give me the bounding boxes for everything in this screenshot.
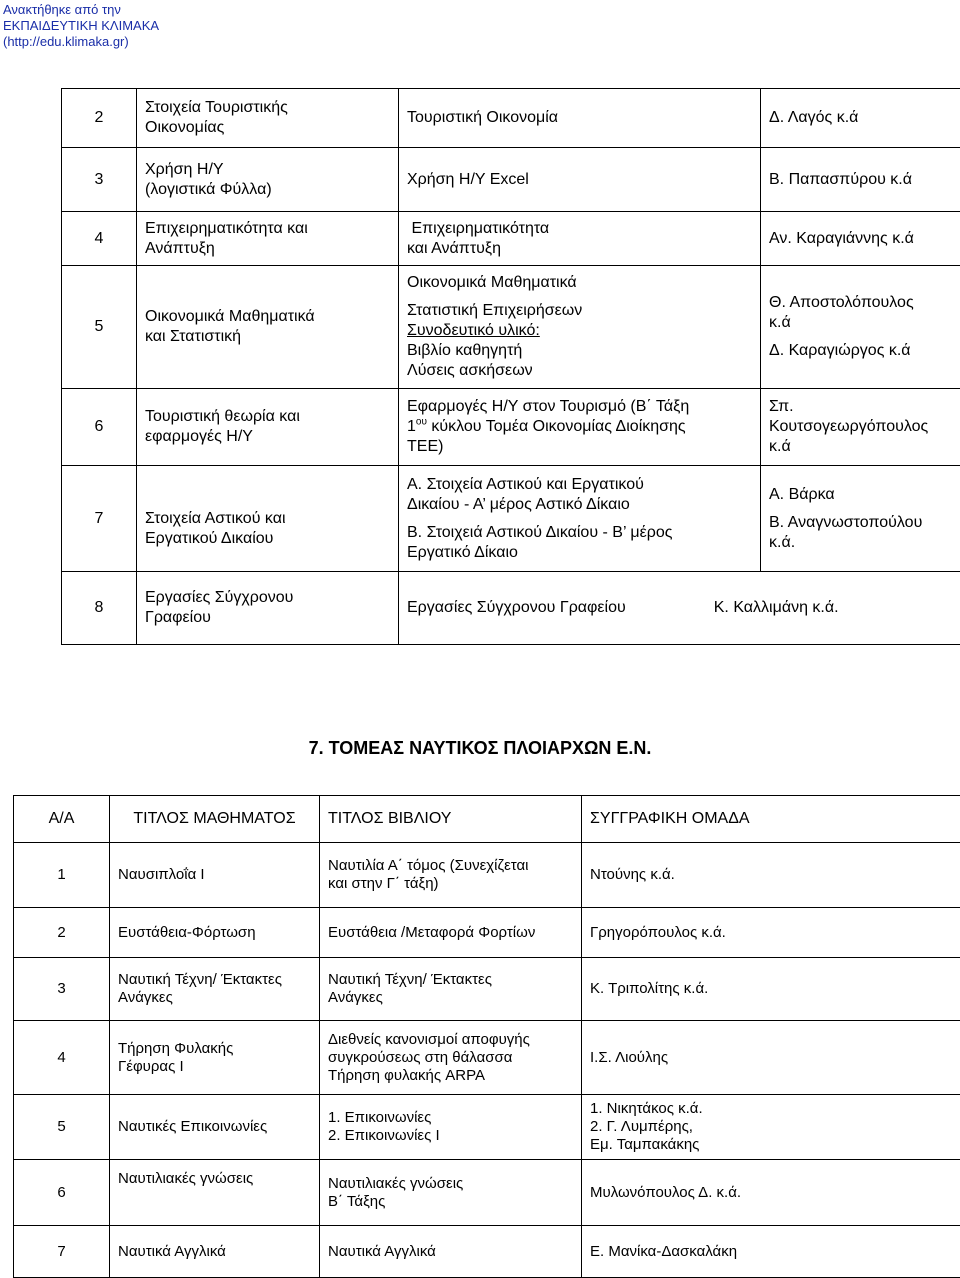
course-title: Ναυτιλιακές γνώσεις <box>110 1160 320 1226</box>
book-title: Επιχειρηματικότητα και Ανάπτυξη <box>399 212 761 266</box>
book-title: Ναυτική Τέχνη/ Έκτακτες Ανάγκες <box>320 958 582 1021</box>
row-number: 7 <box>14 1226 110 1278</box>
course-title: Στοιχεία Τουριστικής Οικονομίας <box>137 89 399 148</box>
table-row <box>62 466 960 572</box>
row-number: 4 <box>62 212 137 266</box>
row-number: 6 <box>62 389 137 466</box>
authors: Κ. Τριπολίτης κ.ά. <box>582 958 960 1021</box>
row-number: 2 <box>62 89 137 148</box>
course-title: Ναυτικές Επικοινωνίες <box>110 1095 320 1160</box>
book-title: Τουριστική Οικονομία <box>399 89 761 148</box>
book-title: Χρήση Η/Υ Excel <box>399 148 761 212</box>
header-course: ΤΙΤΛΟΣ ΜΑΘΗΜΑΤΟΣ <box>110 796 320 843</box>
authors: Β. Παπασπύρου κ.ά <box>761 148 960 212</box>
course-title: Τήρηση Φυλακής Γέφυρας Ι <box>110 1021 320 1095</box>
course-title: Ευστάθεια-Φόρτωση <box>110 908 320 958</box>
course-title: Επιχειρηματικότητα και Ανάπτυξη <box>137 212 399 266</box>
book-title: 1. Επικοινωνίες 2. Επικοινωνίες Ι <box>320 1095 582 1160</box>
authors: Ι.Σ. Λιούλης <box>582 1021 960 1095</box>
authors: Ντούνης κ.ά. <box>582 843 960 908</box>
source-line-2: ΕΚΠΑΙΔΕΥΤΙΚΗ ΚΛΙΜΑΚΑ <box>3 18 160 33</box>
course-title: Ναυτικά Αγγλικά <box>110 1226 320 1278</box>
book-title: Ναυτιλιακές γνώσεις Β΄ Τάξης <box>320 1160 582 1226</box>
course-title: Τουριστική θεωρία και εφαρμογές Η/Υ <box>137 389 399 466</box>
table-row <box>62 212 960 266</box>
table-row <box>14 908 960 958</box>
table-row <box>62 389 960 466</box>
row-number: 6 <box>14 1160 110 1226</box>
row-number: 4 <box>14 1021 110 1095</box>
row-number: 5 <box>62 266 137 389</box>
book-title: Ναυτικά Αγγλικά <box>320 1226 582 1278</box>
source-link[interactable]: (http://edu.klimaka.gr) <box>3 34 129 49</box>
source-header <box>3 2 159 50</box>
course-title: Οικονομικά Μαθηματικά και Στατιστική <box>137 266 399 389</box>
authors: Σπ. Κουτσογεωργόπουλος κ.ά <box>761 389 960 466</box>
book-title: Εργασίες Σύγχρονου Γραφείου <box>407 599 626 616</box>
book-and-authors <box>399 572 960 645</box>
course-title: Εργασίες Σύγχρονου Γραφείου <box>137 572 399 645</box>
authors: Γρηγορόπουλος κ.ά. <box>582 908 960 958</box>
textbook-table-economics <box>61 88 960 645</box>
book-title: Ευστάθεια /Μεταφορά Φορτίων <box>320 908 582 958</box>
book-title: Οικονομικά Μαθηματικά Στατιστική Επιχειρήσεων Συνοδευτικό υλικό: Βιβλίο καθηγητή Λύσεις ασκήσεων <box>399 266 761 389</box>
section-title: 7. ΤΟΜΕΑΣ ΝΑΥΤΙΚΟΣ ΠΛΟΙΑΡΧΩΝ Ε.Ν. <box>308 738 652 758</box>
authors: 1. Νικητάκος κ.ά. 2. Γ. Λυμπέρης, Εμ. Ταμπακάκης <box>582 1095 960 1160</box>
header-aa: Α/Α <box>14 796 110 843</box>
book-title: Διεθνείς κανονισμοί αποφυγής συγκρούσεως στη θάλασσα Τήρηση φυλακής ARPA <box>320 1021 582 1095</box>
table-row <box>14 1021 960 1095</box>
row-number: 2 <box>14 908 110 958</box>
row-number: 8 <box>62 572 137 645</box>
authors: Αν. Καραγιάννης κ.ά <box>761 212 960 266</box>
table-row <box>62 266 960 389</box>
row-number: 7 <box>62 466 137 572</box>
table-row <box>62 572 960 645</box>
table-row <box>14 1160 960 1226</box>
header-authors: ΣΥΓΓΡΑΦΙΚΗ ΟΜΑΔΑ <box>582 796 960 843</box>
source-line-1: Ανακτήθηκε από την <box>3 2 121 17</box>
course-title: Ναυτική Τέχνη/ Έκτακτες Ανάγκες <box>110 958 320 1021</box>
row-number: 5 <box>14 1095 110 1160</box>
table-row <box>14 958 960 1021</box>
authors: Μυλωνόπουλος Δ. κ.ά. <box>582 1160 960 1226</box>
table-row <box>14 1226 960 1278</box>
authors: Κ. Καλλιμάνη κ.ά. <box>713 599 839 616</box>
table-row <box>14 843 960 908</box>
textbook-table-navigation <box>13 795 960 1278</box>
book-title: Ναυτιλία Α΄ τόμος (Συνεχίζεται και στην Γ΄ τάξη) <box>320 843 582 908</box>
row-number: 3 <box>14 958 110 1021</box>
book-title: Α. Στοιχεία Αστικού και Εργατικού Δικαίου - Α’ μέρος Αστικό Δίκαιο Β. Στοιχειά Αστικού Δικαίου - Β’ μέρος Εργατικό Δίκαιο <box>399 466 761 572</box>
authors: Δ. Λαγός κ.ά <box>761 89 960 148</box>
header-book: ΤΙΤΛΟΣ ΒΙΒΛΙΟΥ <box>320 796 582 843</box>
authors: Α. Βάρκα Β. Αναγνωστοπούλου κ.ά. <box>761 466 960 572</box>
course-title: Στοιχεία Αστικού και Εργατικού Δικαίου <box>137 466 399 572</box>
authors: Ε. Μανίκα-Δασκαλάκη <box>582 1226 960 1278</box>
course-title: Ναυσιπλοΐα Ι <box>110 843 320 908</box>
row-number: 1 <box>14 843 110 908</box>
table-header-row <box>14 796 960 843</box>
table-row <box>62 148 960 212</box>
book-title: Εφαρμογές Η/Υ στον Τουρισμό (Β΄ Τάξη $1^{o\upsilon}$ κύκλου Τομέα Οικονομίας Διοίκησης ΤΕΕ) <box>399 389 761 466</box>
course-title: Χρήση Η/Υ (λογιστικά Φύλλα) <box>137 148 399 212</box>
row-number: 3 <box>62 148 137 212</box>
table-row <box>14 1095 960 1160</box>
table-row <box>62 89 960 148</box>
authors: Θ. Αποστολόπουλος κ.ά Δ. Καραγιώργος κ.ά <box>761 266 960 389</box>
